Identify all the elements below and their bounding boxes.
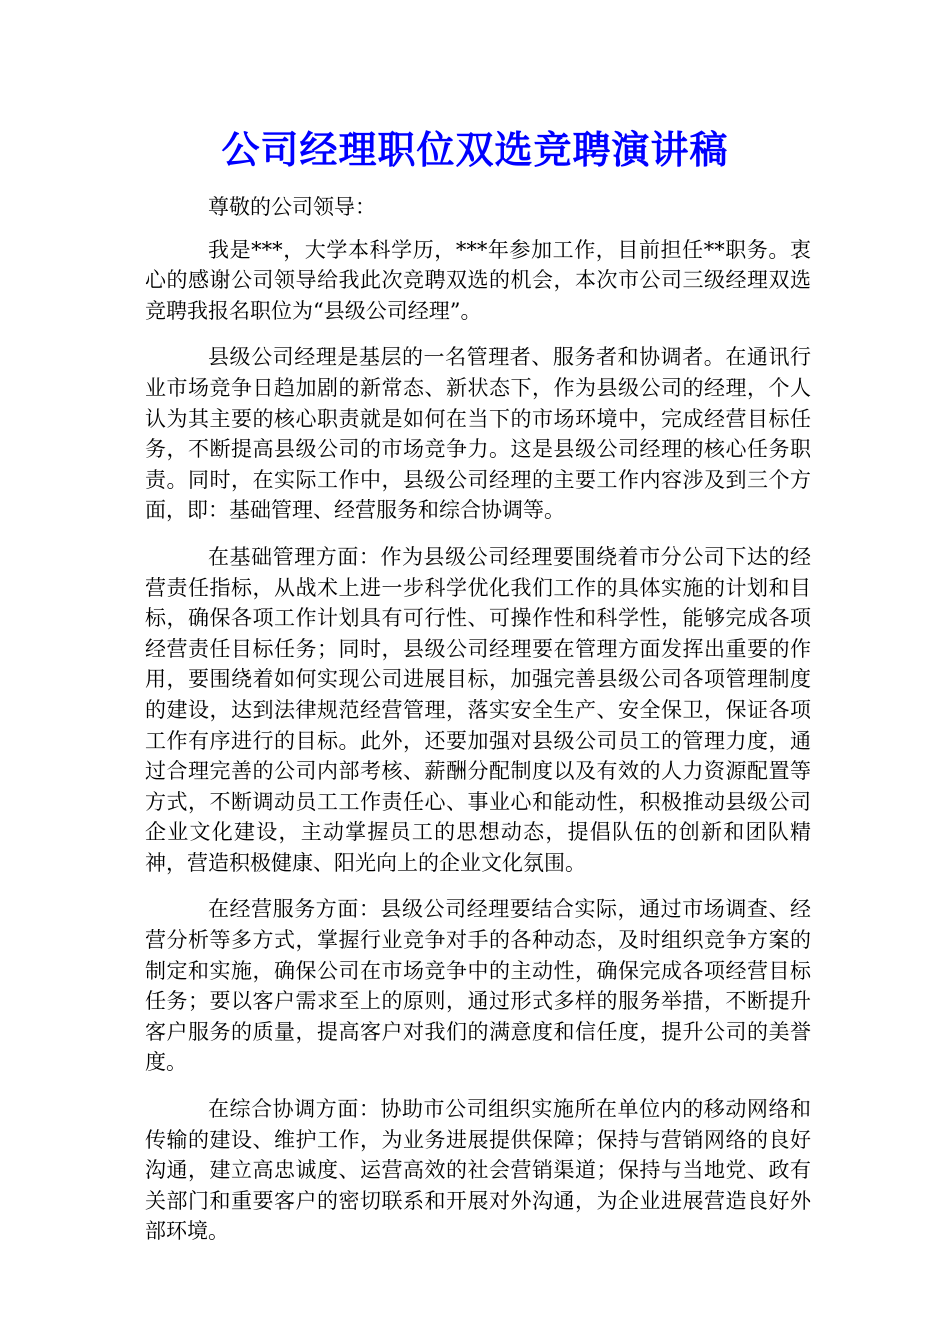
paragraph-basic-management: 在基础管理方面：作为县级公司经理要围绕着市分公司下达的经营责任指标，从战术上进一步科学优化我们工作的具体实施的计划和目标，确保各项工作计划具有可行性、可操作性和科学性，能够完成各项经营责任目标任务；同时，县级公司经理要在管理方面发挥出重要的作用，要围绕着如何实现公司进展目标，加强完善县级公司各项管理制度的建设，达到法律规范经营管理，落实安全生产、安全保卫，保证各项工作有序进行的目标。此外，还要加强对县级公司员工的管理力度，通过合理完善的公司内部考核、薪酬分配制度以及有效的人力资源配置等方式，不断调动员工工作责任心、事业心和能动性，积极推动县级公司企业文化建设，主动掌握员工的思想动态，提倡队伍的创新和团队精神，营造积极健康、阳光向上的企业文化氛围。 xyxy=(145,544,811,875)
document-body xyxy=(145,192,811,1263)
paragraph-introduction: 我是***，大学本科学历，***年参加工作，目前担任**职务。衷心的感谢公司领导给我此次竞聘双选的机会，本次市公司三级经理双选竞聘我报名职位为“县级公司经理”。 xyxy=(145,237,811,323)
paragraph-role-overview: 县级公司经理是基层的一名管理者、服务者和协调者。在通讯行业市场竞争日趋加剧的新常态、新状态下，作为县级公司的经理，个人认为其主要的核心职责就是如何在当下的市场环境中，完成经营目标任务，不断提高县级公司的市场竞争力。这是县级公司经理的核心任务职责。同时，在实际工作中，县级公司经理的主要工作内容涉及到三个方面，即：基础管理、经营服务和综合协调等。 xyxy=(145,345,811,523)
document-title: 公司经理职位双选竞聘演讲稿 xyxy=(221,127,729,172)
paragraph-coordination: 在综合协调方面：协助市公司组织实施所在单位内的移动网络和传输的建设、维护工作，为业务进展提供保障；保持与营销网络的良好沟通，建立高忠诚度、运营高效的社会营销渠道；保持与当地党、政有关部门和重要客户的密切联系和开展对外沟通，为企业进展营造良好外部环境。 xyxy=(145,1097,811,1244)
salutation: 尊敬的公司领导： xyxy=(208,195,376,219)
paragraph-business-service: 在经营服务方面：县级公司经理要结合实际，通过市场调查、经营分析等多方式，掌握行业竞争对手的各种动态，及时组织竞争方案的制定和实施，确保公司在市场竞争中的主动性，确保完成各项经营目标任务；要以客户需求至上的原则，通过形式多样的服务举措，不断提升客户服务的质量，提高客户对我们的满意度和信任度，提升公司的美誉度。 xyxy=(145,897,811,1075)
